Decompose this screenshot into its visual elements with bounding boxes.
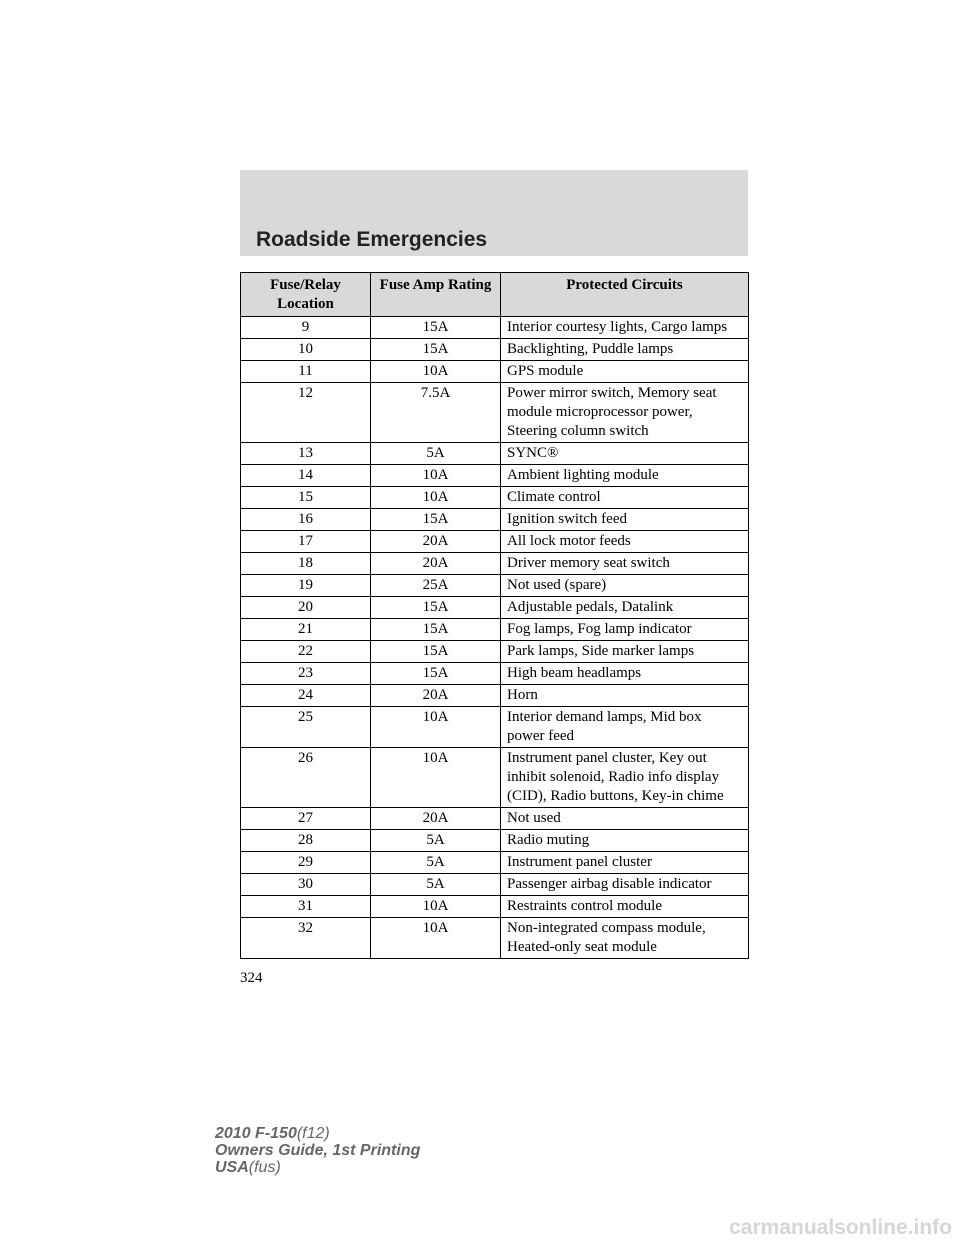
cell-amp-rating: 10A	[371, 361, 501, 383]
cell-protected-circuits: Fog lamps, Fog lamp indicator	[501, 619, 749, 641]
table-row	[241, 487, 749, 509]
fuse-table-body	[241, 317, 749, 959]
cell-location: 23	[241, 663, 371, 685]
cell-protected-circuits: GPS module	[501, 361, 749, 383]
watermark-text: carmanualsonline.info	[729, 1216, 952, 1239]
cell-amp-rating: 5A	[371, 830, 501, 852]
footer-market: USA	[215, 1159, 249, 1176]
footer-imprint	[215, 1125, 420, 1176]
cell-protected-circuits: Horn	[501, 685, 749, 707]
section-header-band	[240, 170, 748, 256]
cell-protected-circuits: Instrument panel cluster, Key out inhibit solenoid, Radio info display (CID), Radio buttons, Key-in chime	[501, 748, 749, 808]
cell-location: 24	[241, 685, 371, 707]
column-header-protected-circuits: Protected Circuits	[501, 273, 749, 317]
table-row	[241, 531, 749, 553]
cell-amp-rating: 10A	[371, 918, 501, 959]
table-row	[241, 852, 749, 874]
page-number: 324	[240, 970, 263, 986]
table-row	[241, 748, 749, 808]
cell-protected-circuits: Passenger airbag disable indicator	[501, 874, 749, 896]
cell-location: 13	[241, 443, 371, 465]
footer-model: 2010 F-150	[215, 1125, 297, 1142]
table-row	[241, 317, 749, 339]
table-row	[241, 619, 749, 641]
table-row	[241, 663, 749, 685]
cell-protected-circuits: Non-integrated compass module, Heated-only seat module	[501, 918, 749, 959]
table-row	[241, 361, 749, 383]
table-row	[241, 830, 749, 852]
table-row	[241, 918, 749, 959]
table-row	[241, 465, 749, 487]
cell-location: 11	[241, 361, 371, 383]
cell-amp-rating: 10A	[371, 896, 501, 918]
cell-location: 15	[241, 487, 371, 509]
cell-amp-rating: 15A	[371, 339, 501, 361]
footer-market-code: (fus)	[248, 1159, 281, 1176]
cell-amp-rating: 20A	[371, 808, 501, 830]
cell-protected-circuits: Ambient lighting module	[501, 465, 749, 487]
cell-protected-circuits: Park lamps, Side marker lamps	[501, 641, 749, 663]
cell-location: 17	[241, 531, 371, 553]
cell-location: 25	[241, 707, 371, 748]
cell-amp-rating: 20A	[371, 531, 501, 553]
cell-amp-rating: 10A	[371, 465, 501, 487]
cell-amp-rating: 10A	[371, 487, 501, 509]
cell-protected-circuits: Not used	[501, 808, 749, 830]
cell-location: 18	[241, 553, 371, 575]
table-row	[241, 339, 749, 361]
cell-amp-rating: 15A	[371, 663, 501, 685]
cell-amp-rating: 15A	[371, 509, 501, 531]
cell-location: 32	[241, 918, 371, 959]
table-row	[241, 707, 749, 748]
cell-location: 29	[241, 852, 371, 874]
cell-amp-rating: 7.5A	[371, 383, 501, 443]
cell-location: 16	[241, 509, 371, 531]
column-header-amp-rating: Fuse Amp Rating	[371, 273, 501, 317]
section-title: Roadside Emergencies	[256, 228, 488, 251]
table-row	[241, 641, 749, 663]
cell-protected-circuits: Backlighting, Puddle lamps	[501, 339, 749, 361]
cell-location: 30	[241, 874, 371, 896]
footer-guide: Owners Guide, 1st Printing	[215, 1142, 421, 1159]
cell-location: 21	[241, 619, 371, 641]
cell-protected-circuits: Ignition switch feed	[501, 509, 749, 531]
cell-protected-circuits: High beam headlamps	[501, 663, 749, 685]
cell-protected-circuits: Driver memory seat switch	[501, 553, 749, 575]
cell-protected-circuits: SYNC®	[501, 443, 749, 465]
fuse-table	[240, 272, 749, 959]
cell-location: 12	[241, 383, 371, 443]
cell-amp-rating: 15A	[371, 597, 501, 619]
cell-amp-rating: 25A	[371, 575, 501, 597]
table-row	[241, 443, 749, 465]
cell-amp-rating: 5A	[371, 852, 501, 874]
cell-protected-circuits: Interior courtesy lights, Cargo lamps	[501, 317, 749, 339]
cell-amp-rating: 10A	[371, 707, 501, 748]
cell-location: 22	[241, 641, 371, 663]
cell-protected-circuits: Restraints control module	[501, 896, 749, 918]
cell-amp-rating: 5A	[371, 443, 501, 465]
footer-model-code: (f12)	[296, 1125, 330, 1142]
table-row	[241, 509, 749, 531]
cell-location: 28	[241, 830, 371, 852]
cell-amp-rating: 20A	[371, 553, 501, 575]
table-row	[241, 575, 749, 597]
cell-location: 10	[241, 339, 371, 361]
cell-protected-circuits: All lock motor feeds	[501, 531, 749, 553]
cell-protected-circuits: Instrument panel cluster	[501, 852, 749, 874]
cell-amp-rating: 15A	[371, 641, 501, 663]
table-row	[241, 808, 749, 830]
cell-protected-circuits: Climate control	[501, 487, 749, 509]
table-row	[241, 553, 749, 575]
cell-location: 27	[241, 808, 371, 830]
cell-location: 9	[241, 317, 371, 339]
cell-amp-rating: 10A	[371, 748, 501, 808]
cell-amp-rating: 20A	[371, 685, 501, 707]
table-header-row	[241, 273, 749, 317]
cell-amp-rating: 5A	[371, 874, 501, 896]
cell-amp-rating: 15A	[371, 619, 501, 641]
cell-protected-circuits: Radio muting	[501, 830, 749, 852]
cell-location: 19	[241, 575, 371, 597]
cell-location: 14	[241, 465, 371, 487]
cell-protected-circuits: Adjustable pedals, Datalink	[501, 597, 749, 619]
cell-protected-circuits: Interior demand lamps, Mid box power feed	[501, 707, 749, 748]
table-row	[241, 597, 749, 619]
table-row	[241, 874, 749, 896]
cell-location: 31	[241, 896, 371, 918]
cell-protected-circuits: Not used (spare)	[501, 575, 749, 597]
cell-protected-circuits: Power mirror switch, Memory seat module microprocessor power, Steering column switch	[501, 383, 749, 443]
cell-location: 26	[241, 748, 371, 808]
table-row	[241, 685, 749, 707]
cell-amp-rating: 15A	[371, 317, 501, 339]
cell-location: 20	[241, 597, 371, 619]
table-row	[241, 383, 749, 443]
column-header-location: Fuse/Relay Location	[241, 273, 371, 317]
table-row	[241, 896, 749, 918]
